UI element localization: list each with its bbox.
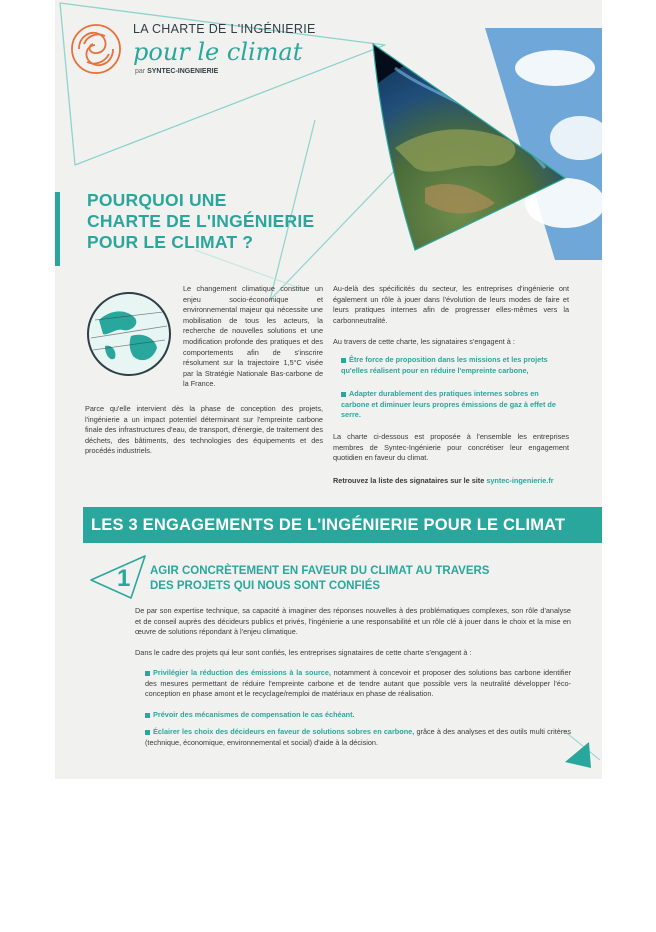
logo-swirl-icon <box>69 22 123 76</box>
bullet-square-icon <box>145 713 150 718</box>
logo-sub-prefix: par <box>135 68 146 75</box>
engagement-para-2: Dans le cadre des projets qui leur sont confiés, les entreprises signataires de cette charte s'engagent à : <box>135 648 472 657</box>
right-para-3: La charte ci-dessous est proposée à l'ensemble les entreprises membres de Syntec-Ingénierie pour concrétiser leur engagement quotidien en faveur du climat. <box>333 432 569 463</box>
brochure-page <box>55 0 602 779</box>
engagement-bullet-1-bold: Privilégier la réduction des émissions à la source, <box>153 668 331 677</box>
left-para-1: Le changement climatique constitue un enjeu socio-économique et environnemental majeur qui nécessite une mobilisation de tous les acteurs, la recherche de nouvelles solutions et une modification profonde des pratiques et des comportements afin de s'inscrire résolument sur la trajectoire 1,5°C visée par la Stratégie Nationale Bas-carbone de la France. <box>183 284 323 389</box>
earth-hero-image <box>355 28 602 260</box>
engagement-bullet-2 <box>145 710 571 721</box>
hero-title-line-2: CHARTE DE L'INGÉNIERIE <box>87 211 315 231</box>
logo-title: LA CHARTE DE L'INGÉNIERIE <box>133 22 316 36</box>
hero-title <box>87 190 377 253</box>
right-bullet-1-text: Être force de proposition dans les missions et les projets qu'elles réalisent pour en réduire l'empreinte carbone, <box>341 355 548 375</box>
logo-sub <box>135 68 218 75</box>
left-para-2: Parce qu'elle intervient dès la phase de conception des projets, l'ingénierie a un impact potentiel déterminant sur l'empreinte carbone finale des infrastructures d'eau, de transport, d'énergie, de traitement des déchets, des bâtiments, des technologies des équipements et des procédés industriels. <box>85 404 323 456</box>
right-para-4 <box>333 476 569 487</box>
syntec-link[interactable]: syntec-ingenierie.fr <box>486 476 554 485</box>
engagement-title <box>150 564 530 593</box>
logo-sub-brand: SYNTEC-INGENIERIE <box>147 68 219 75</box>
right-para-1: Au-delà des spécificités du secteur, les entreprises d'ingénierie ont également un rôle à jouer dans l'évolution de leurs modes de faire et leurs pratiques internes afin de progresser elles-mêmes vers la carbonneutralité. <box>333 284 569 325</box>
globe-icon <box>85 290 173 378</box>
hero-title-line-1: POURQUOI UNE <box>87 190 227 210</box>
bullet-square-icon <box>145 671 150 676</box>
hero-title-line-3: POUR LE CLIMAT ? <box>87 232 254 252</box>
corner-triangle-icon <box>563 740 593 770</box>
engagement-number: 1 <box>117 565 131 592</box>
engagement-bullet-2-text: Prévoir des mécanismes de compensation le cas échéant. <box>153 710 355 719</box>
engagement-bullet-3-bold: Éclairer les choix des décideurs en faveur de solutions sobres en carbone, <box>153 727 415 736</box>
engagement-para-1: De par son expertise technique, sa capacité à imaginer des réponses nouvelles à des problématiques complexes, son rôle d'analyse et de conseil auprès des décideurs publics et privés, l'ingénierie a une responsabilité et un rôle clé à jouer dans le choix et la mise en œuvre de solutions répondant à l'enjeu climatique. <box>135 606 571 637</box>
right-para-2: Au travers de cette charte, les signataires s'engagent à : <box>333 337 515 346</box>
right-bullet-2 <box>341 389 569 421</box>
bullet-square-icon <box>341 358 346 363</box>
signatories-prefix: Retrouvez la liste des signataires sur le site <box>333 476 485 485</box>
engagement-bullet-1 <box>145 668 571 700</box>
bullet-square-icon <box>341 392 346 397</box>
engagement-bullet-3 <box>145 727 571 748</box>
engagements-banner <box>83 507 602 543</box>
right-bullet-1 <box>341 355 569 376</box>
engagement-title-line-1: AGIR CONCRÈTEMENT EN FAVEUR DU CLIMAT AU TRAVERS <box>150 565 490 577</box>
engagements-banner-title: LES 3 ENGAGEMENTS DE L'INGÉNIERIE POUR LE CLIMAT <box>91 516 566 534</box>
engagement-title-line-2: DES PROJETS QUI NOUS SONT CONFIÉS <box>150 579 381 592</box>
logo-script: pour le climat <box>133 38 303 66</box>
hero-accent-bar <box>55 192 60 266</box>
engagement-bullet-3-rest: grâce à des analyses et des outils multi critères (technique, économique, environnemental et social) d'aide à la décision. <box>145 727 572 747</box>
right-bullet-2-text: Adapter durablement des pratiques internes sobres en carbone et diminuer leurs propres émissions de gaz à effet de serre. <box>341 389 556 420</box>
bullet-square-icon <box>145 730 150 735</box>
engagement-bullet-1-rest: notamment à concevoir et proposer des solutions bas carbone identifier des mesures permettant de réduire l'empreinte carbone et de tendre autant que possible vers la neutralité développer l'éco-conception en phase amont et le recyclage/remploi de matériaux en phase de réalisation. <box>145 668 572 699</box>
